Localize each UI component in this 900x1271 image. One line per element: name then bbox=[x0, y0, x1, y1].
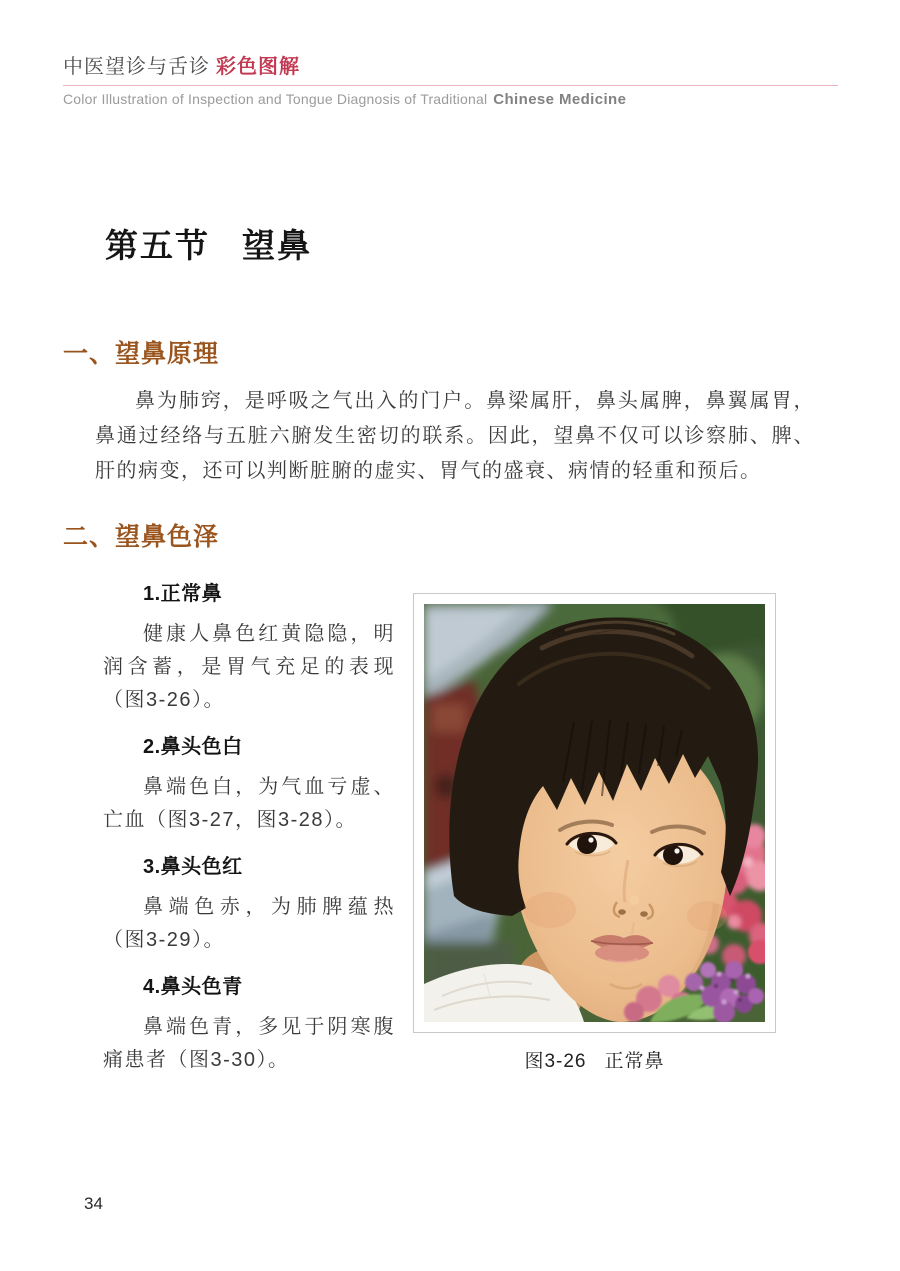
item-body-white-nose: 鼻端色白，为气血亏虚、亡血（图3-27，图3-28）。 bbox=[103, 776, 395, 831]
item-body-normal-nose: 健康人鼻色红黄隐隐，明润含蓄，是胃气充足的表现（图3-26）。 bbox=[103, 623, 395, 711]
header-rule bbox=[63, 85, 838, 86]
figure-caption-text: 正常鼻 bbox=[604, 1051, 665, 1072]
item-body-red-nose: 鼻端色赤，为肺脾蕴热（图3-29）。 bbox=[103, 896, 395, 951]
subsection-heading-color: 二、望鼻色泽 bbox=[63, 523, 220, 551]
principle-paragraph: 鼻为肺窍，是呼吸之气出入的门户。鼻梁属肝，鼻头属脾，鼻翼属胃，鼻通过经络与五脏六腑发生密切的联系。因此，望鼻不仅可以诊察肺、脾、肝的病变，还可以判断脏腑的虚实、胃气的盛衰、病情的轻重和预后。 bbox=[95, 390, 815, 482]
item-body-cyan-nose: 鼻端色青，多见于阴寒腹痛患者（图3-30）。 bbox=[103, 1016, 395, 1071]
book-title-accent: 彩色图解 bbox=[216, 56, 300, 78]
section-number: 第五节 bbox=[105, 227, 210, 264]
page-number: 34 bbox=[84, 1194, 103, 1213]
portrait-photo-normal-nose bbox=[424, 604, 765, 1022]
list-item bbox=[103, 973, 395, 1077]
right-cheek-blush bbox=[687, 901, 727, 931]
book-subtitle-en-bold: Chinese Medicine bbox=[493, 91, 627, 108]
item-title-red-nose: 3.鼻头色红 bbox=[143, 856, 243, 878]
nose-item-list bbox=[103, 580, 395, 1077]
book-subtitle-en: Color Illustration of Inspection and Tongue Diagnosis of Traditional bbox=[63, 91, 488, 107]
figure-caption-label: 图3-26 bbox=[524, 1051, 587, 1072]
book-header bbox=[63, 50, 838, 108]
book-title-en-line bbox=[63, 91, 838, 108]
mouth bbox=[591, 935, 653, 962]
list-item bbox=[103, 580, 395, 717]
left-cheek-blush bbox=[524, 892, 576, 928]
book-title-zh-line bbox=[63, 50, 838, 79]
item-title-normal-nose: 1.正常鼻 bbox=[143, 583, 223, 605]
figure-3-26 bbox=[413, 593, 776, 1073]
figure-photo-frame bbox=[413, 593, 776, 1033]
section-name: 望鼻 bbox=[242, 227, 312, 264]
figure-caption bbox=[413, 1046, 776, 1073]
section-title bbox=[105, 220, 312, 267]
subsection-heading-principle: 一、望鼻原理 bbox=[63, 340, 220, 368]
list-item bbox=[103, 733, 395, 837]
book-title-zh: 中医望诊与舌诊 bbox=[63, 56, 210, 78]
item-title-cyan-nose: 4.鼻头色青 bbox=[143, 976, 243, 998]
item-title-white-nose: 2.鼻头色白 bbox=[143, 736, 243, 758]
list-item bbox=[103, 853, 395, 957]
